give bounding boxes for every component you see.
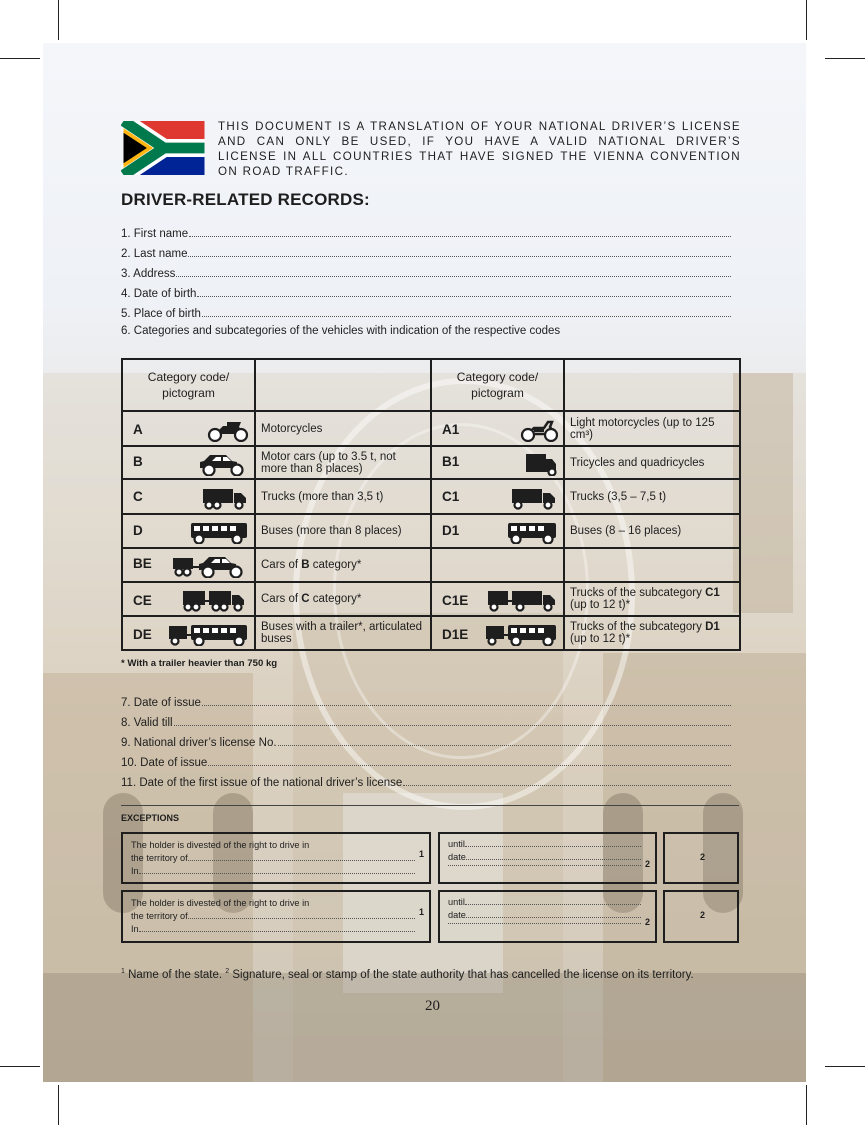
- box-fill-line: [465, 846, 641, 847]
- field-fill-line: [278, 745, 731, 746]
- exception-date-box: [438, 890, 657, 943]
- category-code: CE: [133, 593, 152, 608]
- box-text: until: [448, 897, 465, 907]
- box-fill-line: [466, 917, 641, 918]
- description-bold: B: [301, 559, 310, 571]
- description-text: Cars of: [261, 593, 302, 605]
- footnote: [121, 968, 694, 981]
- field-label: 4. Date of birth: [121, 288, 197, 300]
- field-fill-line: [176, 276, 731, 277]
- footnote-marker: 2: [699, 852, 705, 862]
- description-text: (up to 12 t)*: [570, 599, 631, 611]
- table-row: [122, 479, 740, 514]
- field-label: 3. Address: [121, 268, 176, 280]
- field-fill-line: [174, 725, 731, 726]
- box-fill-line: [139, 873, 415, 874]
- category-description: [564, 616, 740, 650]
- tricycle-icon: [524, 452, 558, 476]
- truck-icon: [201, 486, 249, 510]
- category-code-cell: [122, 616, 255, 650]
- category-code: BE: [133, 556, 152, 571]
- table-header-code: Category code/ pictogram: [431, 359, 564, 411]
- categories-table: [121, 358, 741, 651]
- footnote-marker: 2: [644, 917, 650, 927]
- truck-trailer-icon: [181, 588, 249, 612]
- description-text: Cars of: [261, 559, 302, 571]
- field-fill-line: [208, 765, 731, 766]
- field-fill-line: [188, 256, 731, 257]
- trailer-note: * With a trailer heavier than 750 kg: [121, 658, 278, 669]
- category-code: A1: [442, 422, 460, 437]
- small-truck-icon: [510, 486, 558, 510]
- translation-notice: THIS DOCUMENT IS A TRANSLATION OF YOUR NATIONAL DRIVER’S LICENSE AND CAN ONLY BE USED, IF YOU HAVE A VALID NATIONAL DRIVER’S LICENSE IN ALL COUNTRIES THAT HAVE SIGNED THE VIENNA CONVENTION ON ROAD TRAFFIC.: [218, 120, 741, 178]
- exception-date-box: [438, 832, 657, 884]
- field-categories: 6. Categories and subcategories of the vehicles with indication of the respective codes: [121, 325, 561, 337]
- exception-territory-box: [121, 832, 431, 884]
- field-label: 8. Valid till: [121, 717, 173, 729]
- table-row: [122, 548, 740, 582]
- description-bold: C: [301, 593, 310, 605]
- category-description: Trucks (more than 3,5 t): [255, 479, 431, 514]
- box-line: [448, 897, 641, 907]
- category-code-cell: [431, 514, 564, 548]
- divider: [121, 805, 739, 806]
- category-description: Buses with a trailer*, articulated buses: [255, 616, 431, 650]
- south-africa-flag-icon: [121, 121, 207, 175]
- box-fill-line: [188, 860, 415, 861]
- box-text: until: [448, 839, 465, 849]
- form-field: [121, 714, 731, 729]
- page-number: 20: [425, 998, 440, 1014]
- category-code-cell: [431, 582, 564, 616]
- category-code-cell: [431, 479, 564, 514]
- field-label: 10. Date of issue: [121, 757, 208, 769]
- footnote-marker: 1: [418, 849, 424, 859]
- category-code-cell: [122, 479, 255, 514]
- footnote-marker: 1: [418, 907, 424, 917]
- form-field: [121, 245, 731, 260]
- car-trailer-icon: [171, 554, 249, 578]
- box-text: The holder is divested of the right to drive in: [131, 898, 310, 908]
- box-text: date: [448, 852, 466, 862]
- box-line: [131, 840, 415, 850]
- page-title: DRIVER-RELATED RECORDS:: [121, 190, 370, 209]
- field-fill-line: [189, 236, 731, 237]
- form-field: [121, 774, 731, 789]
- category-description: Trucks (3,5 – 7,5 t): [564, 479, 740, 514]
- category-code: C: [133, 489, 143, 504]
- box-line: [131, 924, 415, 934]
- bus-trailer-icon: [167, 622, 249, 646]
- box-line: [131, 853, 415, 863]
- category-description: [564, 582, 740, 616]
- category-code: D1E: [442, 627, 469, 642]
- category-code-cell: [122, 446, 255, 479]
- box-text: the territory of: [131, 911, 188, 921]
- table-header-code: Category code/ pictogram: [122, 359, 255, 411]
- category-code-cell: [431, 411, 564, 446]
- motorcycle-icon: [207, 418, 249, 442]
- box-text: In: [131, 924, 139, 934]
- description-text: category*: [309, 559, 362, 571]
- category-code: C1: [442, 489, 460, 504]
- form-field: [121, 225, 731, 240]
- field-fill-line: [197, 296, 731, 297]
- field-label: 5. Place of birth: [121, 308, 201, 320]
- category-description: [255, 548, 431, 582]
- footnote-marker: 2: [644, 859, 650, 869]
- form-field: [121, 734, 731, 749]
- box-text: date: [448, 910, 466, 920]
- category-code: B1: [442, 454, 460, 469]
- field-label: 1. First name: [121, 228, 189, 240]
- exception-territory-box: [121, 890, 431, 943]
- category-code-cell: [122, 514, 255, 548]
- exceptions-title: EXCEPTIONS: [121, 813, 180, 823]
- category-code-cell: [122, 582, 255, 616]
- category-description: Motor cars (up to 3.5 t, not more than 8 places): [255, 446, 431, 479]
- box-text: The holder is divested of the right to drive in: [131, 840, 310, 850]
- description-text: category*: [309, 593, 362, 605]
- category-code: B: [133, 454, 143, 469]
- box-line: [131, 866, 415, 876]
- small-bus-icon: [506, 520, 558, 544]
- form-field: [121, 265, 731, 280]
- category-code-cell: [431, 548, 564, 582]
- box-text: the territory of: [131, 853, 188, 863]
- table-row: [122, 411, 740, 446]
- box-fill-line: [466, 859, 641, 860]
- field-fill-line: [403, 785, 731, 786]
- car-icon: [197, 452, 249, 476]
- category-description: [564, 548, 740, 582]
- description-text: (up to 12 t)*: [570, 633, 631, 645]
- small-bus-trailer-icon: [484, 622, 558, 646]
- category-code: DE: [133, 627, 152, 642]
- category-code: D: [133, 523, 143, 538]
- table-row: [122, 582, 740, 616]
- category-description: [255, 582, 431, 616]
- box-line: [448, 852, 641, 862]
- exception-seal-box: [663, 890, 739, 943]
- category-code-cell: [431, 446, 564, 479]
- description-bold: D1: [705, 621, 720, 633]
- box-line: [131, 911, 415, 921]
- bus-icon: [189, 520, 249, 544]
- form-field: [121, 285, 731, 300]
- footnote-marker: 2: [699, 910, 705, 920]
- footnote-text: Signature, seal or stamp of the state authority that has cancelled the license on its territory.: [229, 968, 694, 981]
- box-fill-line: [448, 923, 641, 924]
- table-header-empty: [255, 359, 431, 411]
- box-line: [448, 839, 641, 849]
- footnote-text: Name of the state.: [124, 968, 226, 981]
- form-field: [121, 305, 731, 320]
- category-description: Buses (more than 8 places): [255, 514, 431, 548]
- table-row: [122, 446, 740, 479]
- field-fill-line: [202, 316, 731, 317]
- field-fill-line: [202, 705, 731, 706]
- footnote-marker: 2: [225, 968, 230, 975]
- table-row: [122, 616, 740, 650]
- field-label: 2. Last name: [121, 248, 188, 260]
- box-fill-line: [465, 904, 641, 905]
- category-code: D1: [442, 523, 460, 538]
- box-fill-line: [188, 918, 415, 919]
- box-line: [448, 910, 641, 920]
- box-line: [448, 923, 641, 926]
- table-row: [122, 514, 740, 548]
- field-label: 7. Date of issue: [121, 697, 201, 709]
- category-code-cell: [431, 616, 564, 650]
- category-description: Light motorcycles (up to 125 cm³): [564, 411, 740, 446]
- category-code: C1E: [442, 593, 469, 608]
- description-text: Trucks of the subcategory: [570, 621, 706, 633]
- category-code-cell: [122, 411, 255, 446]
- category-description: Motorcycles: [255, 411, 431, 446]
- category-description: Buses (8 – 16 places): [564, 514, 740, 548]
- box-line: [448, 865, 641, 868]
- table-header-empty: [564, 359, 740, 411]
- light-motorcycle-icon: [520, 418, 558, 442]
- category-code: A: [133, 422, 143, 437]
- box-line: [131, 898, 415, 908]
- field-label: 9. National driver’s license No.: [121, 737, 277, 749]
- category-code-cell: [122, 548, 255, 582]
- box-text: In: [131, 866, 139, 876]
- category-description: Tricycles and quadricycles: [564, 446, 740, 479]
- exception-seal-box: [663, 832, 739, 884]
- description-bold: C1: [705, 587, 720, 599]
- footnote-marker: 1: [121, 968, 125, 975]
- field-label: 11. Date of the first issue of the national driver’s license: [121, 777, 403, 789]
- small-truck-trailer-icon: [486, 588, 558, 612]
- box-fill-line: [139, 931, 415, 932]
- form-field: [121, 694, 731, 709]
- form-field: [121, 754, 731, 769]
- box-fill-line: [448, 865, 641, 866]
- description-text: Trucks of the subcategory: [570, 587, 706, 599]
